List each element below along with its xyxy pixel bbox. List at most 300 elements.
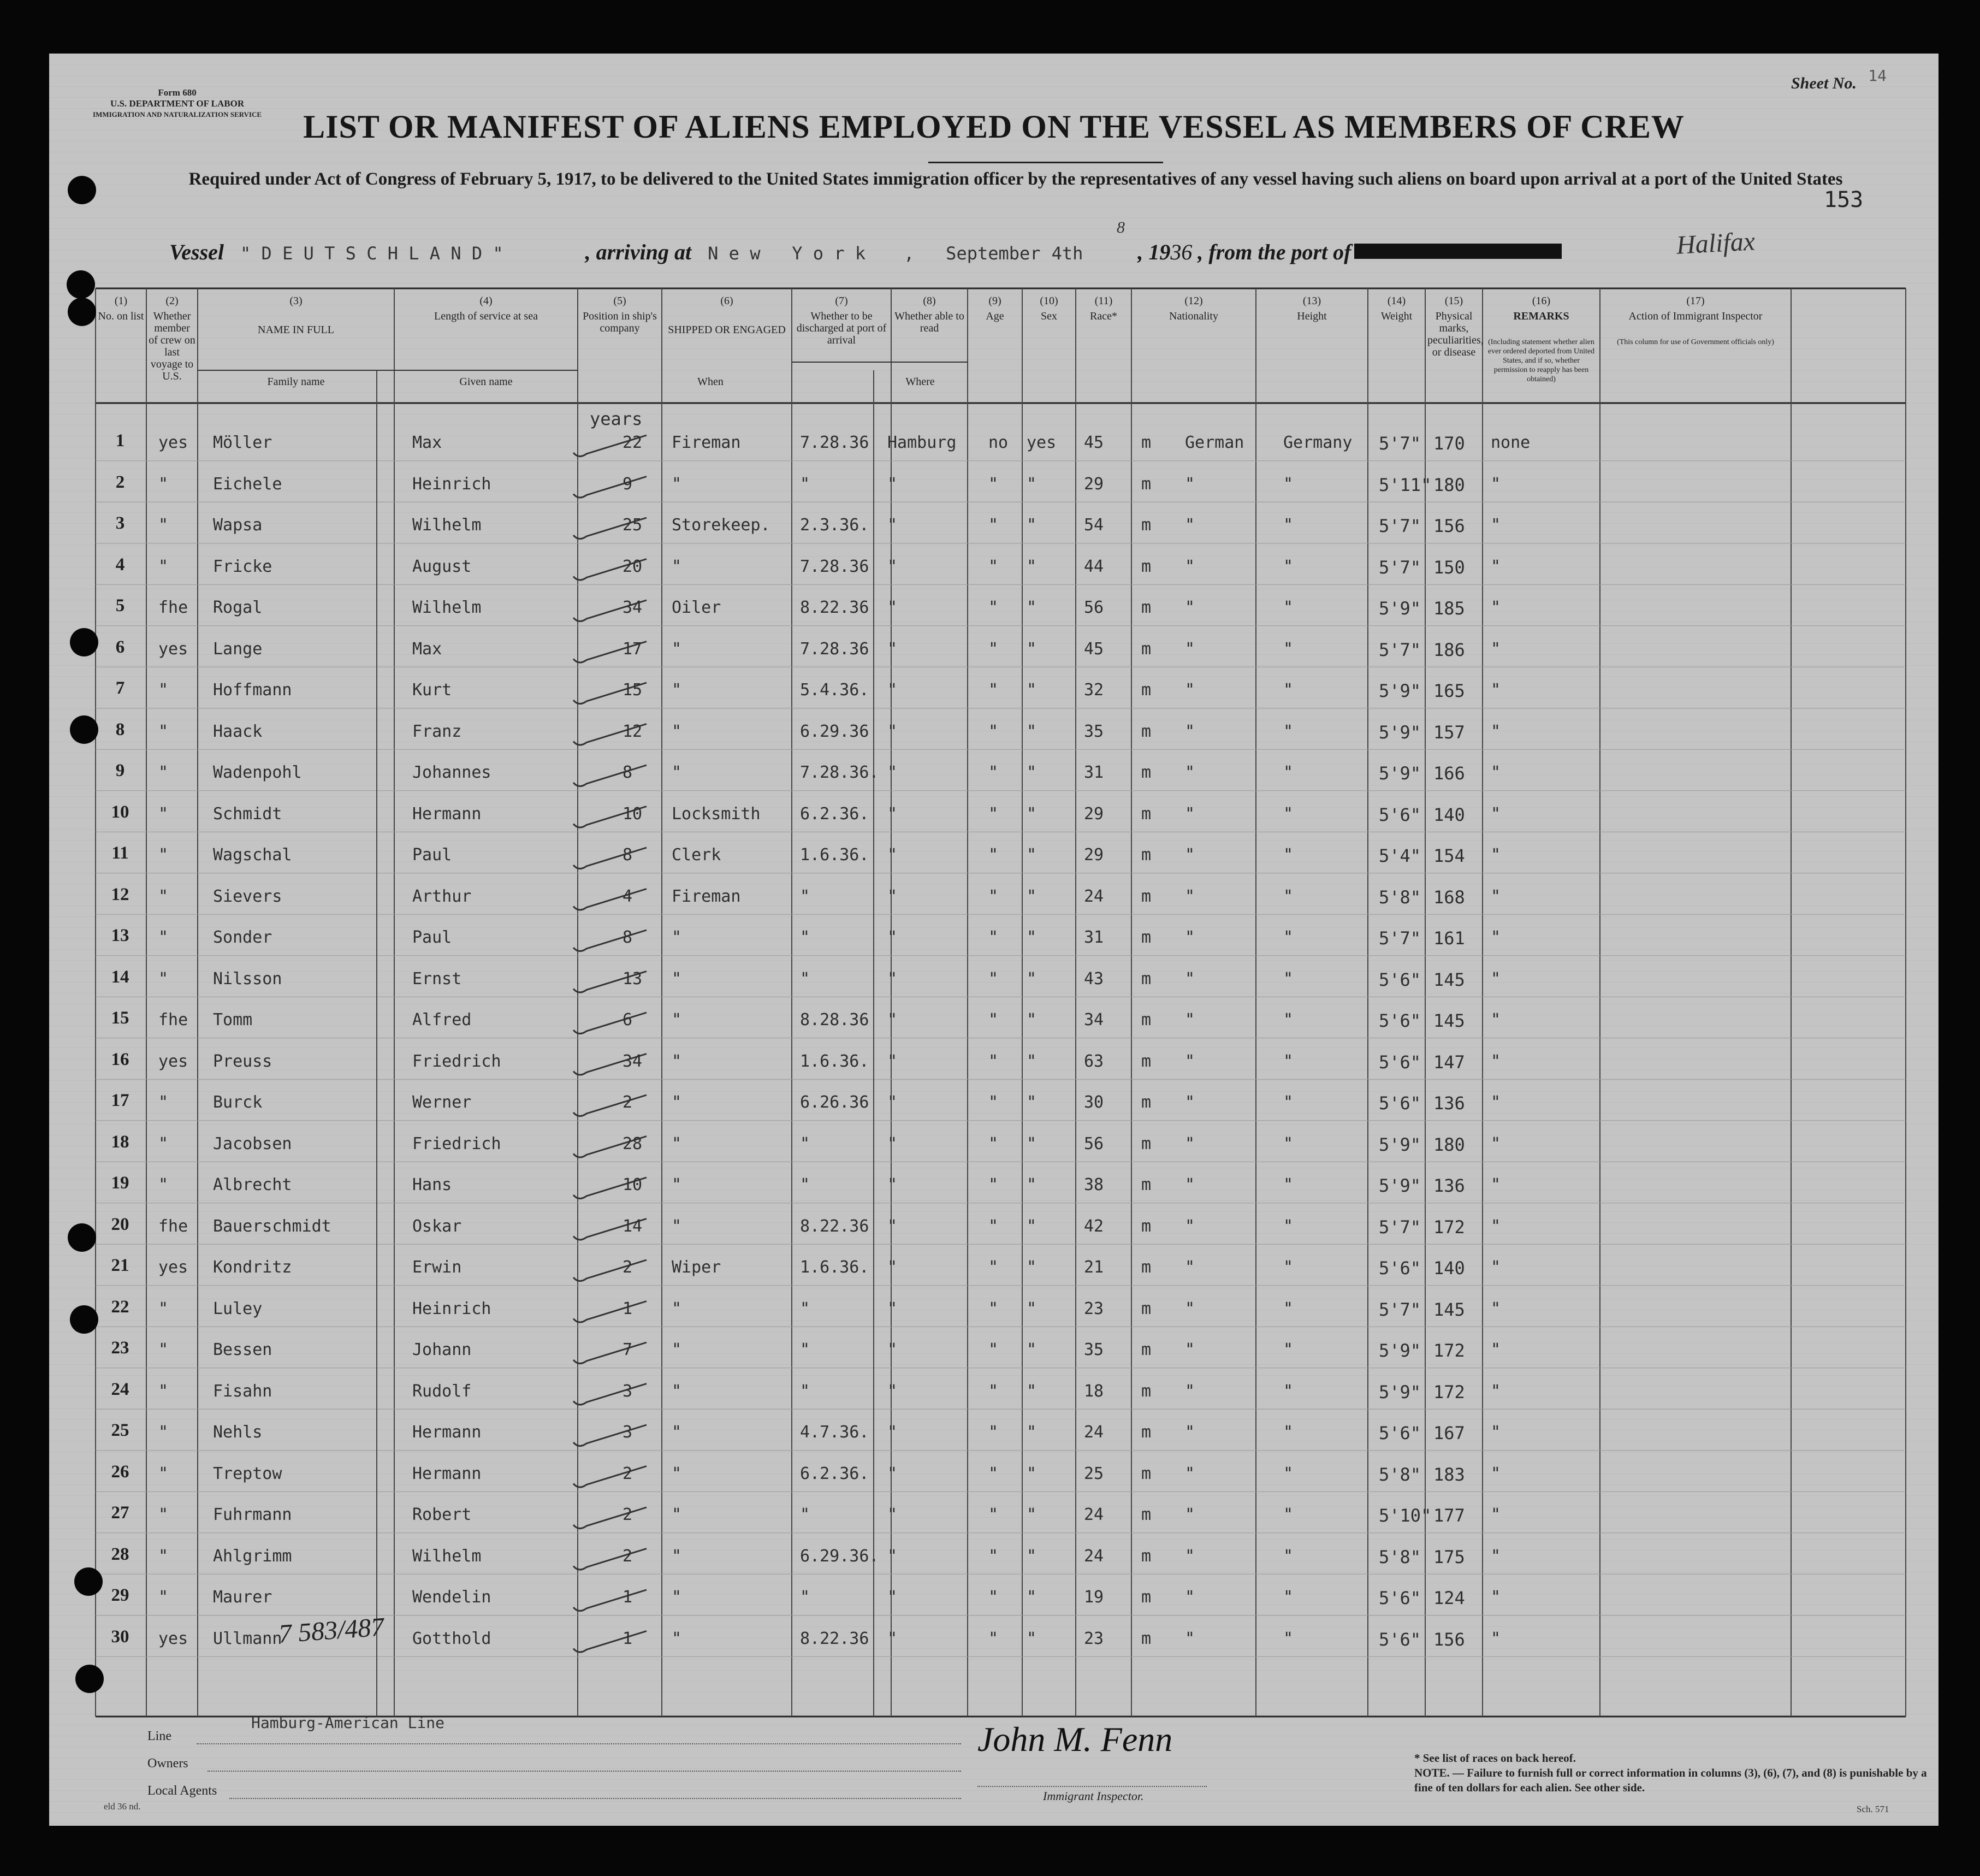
row-number: 23: [111, 1338, 129, 1358]
column-subheader: Where: [905, 376, 935, 388]
cell-family: Luley: [213, 1299, 263, 1318]
column-header: Whether to be discharged at port of arrival: [796, 310, 887, 346]
row-number: 24: [111, 1379, 129, 1399]
cell-nationality: ": [1283, 928, 1294, 947]
cell-sex: m: [1141, 1175, 1152, 1194]
cell-height: 5'8": [1379, 886, 1421, 908]
arrival-port: N e w Y o r k: [708, 243, 866, 264]
column-header: Sex: [1041, 310, 1057, 322]
cell-race: ": [1185, 845, 1195, 865]
cell-service: 2: [623, 1258, 633, 1277]
cell-family: Albrecht: [213, 1175, 292, 1194]
cell-race: ": [1185, 804, 1195, 824]
cell-read: ": [1027, 1299, 1037, 1318]
cell-where: ": [887, 1505, 898, 1524]
cell-height: 5'10": [1379, 1505, 1432, 1526]
cell-service: 22: [623, 433, 643, 452]
cell-weight: 140: [1433, 1258, 1465, 1279]
cell-height: 5'6": [1379, 1010, 1421, 1031]
cell-race: ": [1185, 1423, 1195, 1442]
cell-age: 34: [1084, 1010, 1104, 1029]
row-number: 29: [111, 1585, 129, 1605]
cell-sex: m: [1141, 1381, 1152, 1401]
cell-marks: ": [1491, 804, 1501, 824]
cell-discharged: ": [988, 845, 999, 865]
cell-last: ": [158, 1546, 169, 1566]
cell-last: fhe: [158, 1010, 188, 1029]
cell-height: 5'6": [1379, 1093, 1421, 1114]
cell-sex: m: [1141, 680, 1152, 700]
page-title: LIST OR MANIFEST OF ALIENS EMPLOYED ON THE VESSEL AS MEMBERS OF CREW: [303, 109, 1685, 145]
line-field-rule: [197, 1743, 961, 1744]
cell-family: Treptow: [213, 1464, 282, 1483]
cell-discharged: ": [988, 1093, 999, 1112]
punch-hole: [68, 1223, 96, 1252]
cell-discharged: ": [988, 557, 999, 576]
cell-last: ": [158, 1175, 169, 1194]
cell-discharged: ": [988, 680, 999, 700]
signature-rule: [977, 1786, 1207, 1787]
arriving-label: , arriving at: [585, 240, 692, 264]
cell-weight: 145: [1433, 1299, 1465, 1320]
cell-marks: ": [1491, 639, 1501, 659]
column-header: Length of service at sea: [434, 310, 538, 322]
cell-read: ": [1027, 1505, 1037, 1524]
cell-age: 56: [1084, 598, 1104, 617]
cell-sex: m: [1141, 1010, 1152, 1029]
cell-last: ": [158, 1381, 169, 1401]
column-header: Height: [1297, 310, 1327, 322]
row-number: 25: [111, 1421, 129, 1440]
cell-height: 5'8": [1379, 1546, 1421, 1567]
line-value: Hamburg-American Line: [251, 1714, 445, 1732]
cell-position: ": [672, 1299, 682, 1318]
cell-service: 8: [623, 845, 633, 865]
cell-discharged: ": [988, 598, 999, 617]
cell-nationality: ": [1283, 1629, 1294, 1648]
cell-weight: 145: [1433, 1010, 1465, 1031]
cell-marks: ": [1491, 474, 1501, 494]
cell-height: 5'11": [1379, 474, 1432, 495]
cell-sex: m: [1141, 763, 1152, 782]
cell-weight: 161: [1433, 928, 1465, 949]
column-number: (13): [1302, 295, 1321, 307]
cell-service: 14: [623, 1216, 643, 1236]
cell-when: ": [800, 1299, 810, 1318]
cell-when: ": [800, 1340, 810, 1359]
column-header: Nationality: [1169, 310, 1218, 322]
cell-when: 8.28.36: [800, 1010, 869, 1029]
cell-weight: 124: [1433, 1588, 1465, 1608]
stamped-number: 153: [1824, 187, 1864, 212]
cell-marks: ": [1491, 1505, 1501, 1524]
cell-height: 5'9": [1379, 763, 1421, 784]
cell-given: Friedrich: [412, 1134, 501, 1153]
cell-position: ": [672, 680, 682, 700]
cell-nationality: ": [1283, 969, 1294, 989]
cell-service: 7: [623, 1340, 633, 1359]
punch-hole: [70, 628, 98, 656]
cell-when: ": [800, 969, 810, 989]
cell-service: 3: [623, 1381, 633, 1401]
handwritten-annotation: 7 583/487: [277, 1612, 385, 1649]
cell-sex: m: [1141, 639, 1152, 659]
cell-family: Bauerschmidt: [213, 1216, 331, 1236]
cell-last: ": [158, 680, 169, 700]
cell-position: ": [672, 1505, 682, 1524]
cell-age: 29: [1084, 804, 1104, 824]
cell-age: 31: [1084, 928, 1104, 947]
cell-read: ": [1027, 680, 1037, 700]
cell-height: 5'6": [1379, 1258, 1421, 1279]
cell-race: ": [1185, 1010, 1195, 1029]
cell-height: 5'9": [1379, 680, 1421, 701]
cell-nationality: ": [1283, 1340, 1294, 1359]
cell-race: ": [1185, 886, 1195, 906]
punch-hole: [68, 298, 96, 326]
cell-given: Hermann: [412, 804, 482, 824]
cell-when: 1.6.36.: [800, 1051, 869, 1071]
check-mark: [573, 1590, 647, 1611]
cell-nationality: ": [1283, 1423, 1294, 1442]
cell-given: Arthur: [412, 886, 472, 906]
cell-when: 6.29.36: [800, 721, 869, 741]
cell-when: 8.22.36: [800, 1629, 869, 1648]
cell-service: 8: [623, 928, 633, 947]
cell-nationality: ": [1283, 639, 1294, 659]
cell-last: ": [158, 928, 169, 947]
cell-family: Sonder: [213, 928, 272, 947]
cell-discharged: ": [988, 1010, 999, 1029]
cell-nationality: ": [1283, 557, 1294, 576]
cell-nationality: ": [1283, 1258, 1294, 1277]
cell-position: ": [672, 928, 682, 947]
cell-position: ": [672, 1340, 682, 1359]
cell-given: Paul: [412, 845, 452, 865]
cell-last: yes: [158, 1258, 188, 1277]
column-header: Action of Immigrant Inspector: [1628, 310, 1763, 322]
row-number: 26: [111, 1461, 129, 1482]
cell-marks: ": [1491, 1051, 1501, 1071]
cell-service: 4: [623, 886, 633, 906]
cell-last: ": [158, 721, 169, 741]
cell-sex: m: [1141, 1464, 1152, 1483]
cell-height: 5'7": [1379, 1299, 1421, 1320]
cell-where: ": [887, 1051, 898, 1071]
cell-last: ": [158, 1505, 169, 1524]
cell-where: Hamburg: [887, 433, 957, 452]
cell-race: ": [1185, 680, 1195, 700]
cell-marks: ": [1491, 1588, 1501, 1607]
cell-position: Wiper: [672, 1258, 721, 1277]
cell-age: 43: [1084, 969, 1104, 989]
column-number: (1): [114, 295, 128, 307]
cell-where: ": [887, 516, 898, 535]
cell-race: ": [1185, 1299, 1195, 1318]
cell-age: 23: [1084, 1299, 1104, 1318]
vessel-label: Vessel: [169, 240, 224, 264]
cell-nationality: ": [1283, 1051, 1294, 1071]
cell-age: 35: [1084, 1340, 1104, 1359]
cell-service: 34: [623, 598, 643, 617]
cell-marks: ": [1491, 763, 1501, 782]
cell-marks: ": [1491, 1258, 1501, 1277]
cell-sex: m: [1141, 1505, 1152, 1524]
cell-given: Heinrich: [412, 474, 491, 494]
cell-position: ": [672, 1588, 682, 1607]
check-mark: [573, 930, 647, 951]
cell-nationality: ": [1283, 1299, 1294, 1318]
cell-nationality: ": [1283, 1134, 1294, 1153]
cell-race: ": [1185, 1464, 1195, 1483]
cell-read: ": [1027, 1464, 1037, 1483]
cell-when: ": [800, 1381, 810, 1401]
cell-marks: ": [1491, 1093, 1501, 1112]
cell-nationality: ": [1283, 1464, 1294, 1483]
cell-race: ": [1185, 1340, 1195, 1359]
cell-given: Gotthold: [412, 1629, 491, 1648]
cell-race: ": [1185, 721, 1195, 741]
cell-read: ": [1027, 516, 1037, 535]
cell-service: 2: [623, 1505, 633, 1524]
cell-sex: m: [1141, 886, 1152, 906]
row-number: 8: [115, 719, 125, 739]
cell-when: 4.7.36.: [800, 1423, 869, 1442]
cell-last: ": [158, 1340, 169, 1359]
row-number: 27: [111, 1503, 129, 1523]
cell-service: 13: [623, 969, 643, 989]
years-unit-label: years: [590, 409, 643, 429]
row-number: 16: [111, 1049, 129, 1069]
cell-height: 5'4": [1379, 845, 1421, 866]
cell-nationality: ": [1283, 1093, 1294, 1112]
cell-read: ": [1027, 721, 1037, 741]
cell-weight: 156: [1433, 1629, 1465, 1650]
inspector-signature: John M. Fenn: [977, 1720, 1173, 1759]
cell-marks: ": [1491, 1175, 1501, 1194]
cell-nationality: ": [1283, 721, 1294, 741]
cell-race: ": [1185, 1546, 1195, 1566]
cell-position: ": [672, 1464, 682, 1483]
cell-where: ": [887, 598, 898, 617]
sheet-number: 14: [1868, 67, 1887, 85]
cell-age: 38: [1084, 1175, 1104, 1194]
cell-weight: 180: [1433, 474, 1465, 495]
cell-weight: 145: [1433, 969, 1465, 990]
cell-given: Franz: [412, 721, 462, 741]
cell-sex: m: [1141, 969, 1152, 989]
row-number: 11: [111, 843, 129, 863]
cell-given: Wilhelm: [412, 516, 482, 535]
cell-age: 44: [1084, 557, 1104, 576]
cell-position: Fireman: [672, 886, 741, 906]
check-mark: [573, 1507, 647, 1529]
row-number: 10: [111, 802, 129, 822]
cell-when: 1.6.36.: [800, 1258, 869, 1277]
cell-given: Werner: [412, 1093, 472, 1112]
cell-family: Ahlgrimm: [213, 1546, 292, 1566]
cell-family: Fisahn: [213, 1381, 272, 1401]
cell-family: Wadenpohl: [213, 763, 302, 782]
year-prefix: , 19: [1137, 240, 1171, 264]
column-number: (2): [165, 295, 179, 307]
cell-age: 56: [1084, 1134, 1104, 1153]
check-mark: [573, 848, 647, 869]
cell-where: ": [887, 1629, 898, 1648]
cell-given: Max: [412, 639, 442, 659]
cell-sex: m: [1141, 1629, 1152, 1648]
cell-position: ": [672, 969, 682, 989]
punch-hole: [74, 1567, 103, 1596]
cell-age: 23: [1084, 1629, 1104, 1648]
cell-discharged: ": [988, 1505, 999, 1524]
cell-weight: 165: [1433, 680, 1465, 701]
cell-last: ": [158, 763, 169, 782]
cell-family: Rogal: [213, 598, 263, 617]
cell-position: ": [672, 1175, 682, 1194]
cell-service: 28: [623, 1134, 643, 1153]
cell-read: ": [1027, 1216, 1037, 1236]
cell-race: ": [1185, 598, 1195, 617]
cell-height: 5'9": [1379, 1175, 1421, 1196]
cell-race: ": [1185, 1258, 1195, 1277]
cell-last: ": [158, 804, 169, 824]
cell-marks: ": [1491, 721, 1501, 741]
cell-discharged: ": [988, 1134, 999, 1153]
cell-service: 2: [623, 1546, 633, 1566]
cell-family: Fuhrmann: [213, 1505, 292, 1524]
cell-discharged: ": [988, 1175, 999, 1194]
column-header: Physical marks, peculiarities, or disease: [1427, 310, 1484, 358]
cell-when: ": [800, 928, 810, 947]
cell-read: ": [1027, 1258, 1037, 1277]
cell-height: 5'7": [1379, 928, 1421, 949]
cell-position: ": [672, 474, 682, 494]
cell-when: 6.2.36.: [800, 1464, 869, 1483]
check-mark: [573, 1546, 647, 1570]
check-mark: [573, 474, 647, 498]
form-number: Form 680: [158, 87, 197, 98]
cell-family: Burck: [213, 1093, 263, 1112]
cell-discharged: ": [988, 886, 999, 906]
cell-sex: m: [1141, 1134, 1152, 1153]
cell-service: 10: [623, 1175, 643, 1194]
cell-height: 5'6": [1379, 1588, 1421, 1608]
cell-sex: m: [1141, 516, 1152, 535]
cell-height: 5'7": [1379, 433, 1421, 454]
cell-family: Sievers: [213, 886, 282, 906]
cell-position: Locksmith: [672, 804, 761, 824]
cell-service: 8: [623, 763, 633, 782]
cell-where: ": [887, 886, 898, 906]
check-mark: [573, 886, 647, 910]
column-header: Race*: [1090, 310, 1117, 322]
cell-race: ": [1185, 1093, 1195, 1112]
cell-discharged: ": [988, 1340, 999, 1359]
footer-notes: [1414, 1751, 1933, 1795]
cell-when: 7.28.36: [800, 639, 869, 659]
cell-nationality: Germany: [1283, 433, 1353, 452]
cell-marks: ": [1491, 1423, 1501, 1442]
cell-service: 1: [623, 1299, 633, 1318]
cell-discharged: ": [988, 1381, 999, 1401]
arrival-date: , September: [904, 243, 1041, 264]
cell-service: 17: [623, 639, 643, 659]
cell-given: Hermann: [412, 1464, 482, 1483]
cell-race: German: [1185, 433, 1244, 452]
cell-discharged: ": [988, 1588, 999, 1607]
service-name: IMMIGRATION AND NATURALIZATION SERVICE: [93, 110, 262, 119]
cell-marks: ": [1491, 598, 1501, 617]
print-code: eld 36 nd.: [104, 1801, 141, 1812]
cell-marks: ": [1491, 1381, 1501, 1401]
cell-position: ": [672, 763, 682, 782]
cell-height: 5'9": [1379, 721, 1421, 743]
cell-position: ": [672, 1381, 682, 1401]
punch-hole: [68, 176, 96, 204]
check-mark: [573, 1342, 647, 1364]
cell-weight: 186: [1433, 639, 1465, 660]
column-header: Whether able to read: [894, 310, 964, 334]
cell-height: 5'8": [1379, 1464, 1421, 1485]
cell-discharged: ": [988, 928, 999, 947]
column-header: REMARKS: [1513, 310, 1569, 322]
column-number: (14): [1387, 295, 1406, 307]
row-number: 21: [111, 1256, 129, 1275]
cell-read: ": [1027, 1423, 1037, 1442]
cell-height: 5'9": [1379, 1340, 1421, 1361]
cell-marks: ": [1491, 557, 1501, 576]
column-number: (10): [1040, 295, 1058, 307]
cell-age: 19: [1084, 1588, 1104, 1607]
cell-nationality: ": [1283, 1588, 1294, 1607]
schedule-number: Sch. 571: [1857, 1804, 1889, 1814]
cell-age: 29: [1084, 845, 1104, 865]
cell-given: Robert: [412, 1505, 472, 1524]
cell-when: 6.2.36.: [800, 804, 869, 824]
column-number: (17): [1686, 295, 1705, 307]
cell-marks: ": [1491, 1629, 1501, 1648]
cell-family: Jacobsen: [213, 1134, 292, 1153]
cell-age: 24: [1084, 1546, 1104, 1566]
cell-age: 21: [1084, 1258, 1104, 1277]
cell-last: ": [158, 557, 169, 576]
cell-where: ": [887, 804, 898, 824]
cell-service: 3: [623, 1423, 633, 1442]
cell-last: ": [158, 516, 169, 535]
row-number: 20: [111, 1214, 129, 1234]
cell-sex: m: [1141, 598, 1152, 617]
cell-weight: 154: [1433, 845, 1465, 866]
cell-age: 42: [1084, 1216, 1104, 1236]
cell-where: ": [887, 1175, 898, 1194]
line-label: Line: [147, 1729, 171, 1743]
cell-weight: 170: [1433, 433, 1465, 454]
cell-read: ": [1027, 969, 1037, 989]
cell-service: 1: [623, 1588, 633, 1607]
cell-race: ": [1185, 1051, 1195, 1071]
row-number: 9: [115, 761, 125, 780]
cell-sex: m: [1141, 1546, 1152, 1566]
cell-where: ": [887, 557, 898, 576]
cell-discharged: ": [988, 1464, 999, 1483]
cell-race: ": [1185, 557, 1195, 576]
cell-given: Alfred: [412, 1010, 472, 1029]
cell-sex: m: [1141, 928, 1152, 947]
cell-family: Hoffmann: [213, 680, 292, 700]
cell-race: ": [1185, 1629, 1195, 1648]
cell-sex: m: [1141, 474, 1152, 494]
